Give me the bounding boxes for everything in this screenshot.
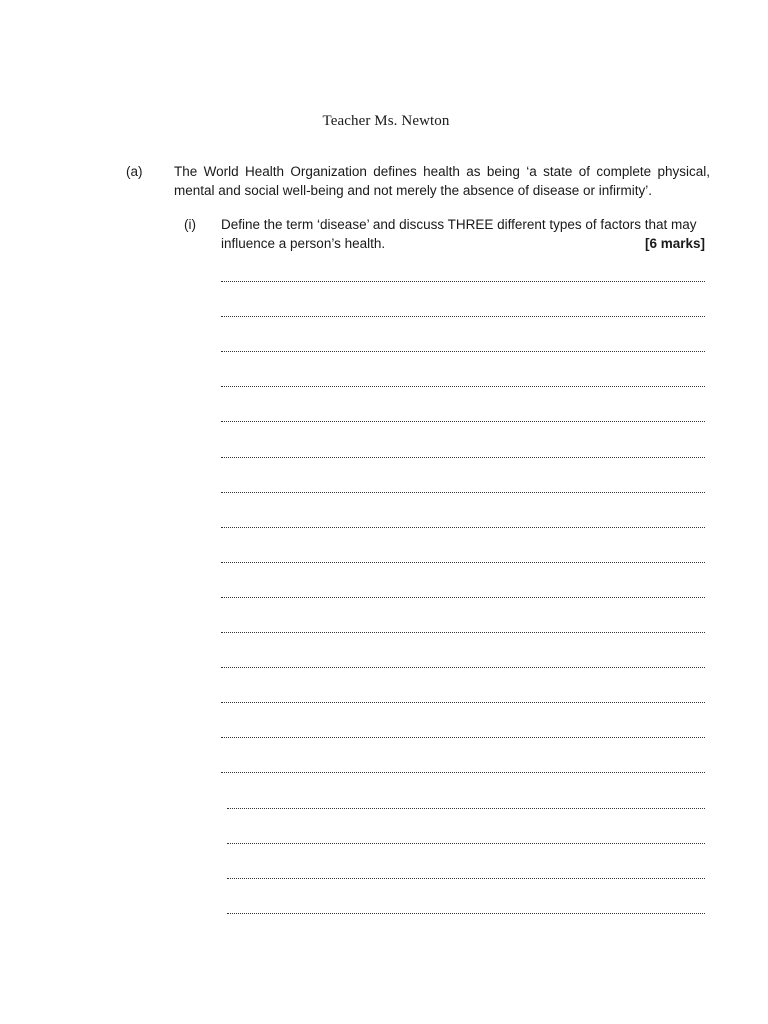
answer-line	[227, 843, 705, 844]
answer-line	[221, 386, 705, 387]
answer-line	[221, 351, 705, 352]
answer-line	[221, 492, 705, 493]
answer-line	[221, 562, 705, 563]
subquestion-text-line2-row	[221, 234, 705, 253]
answer-line	[221, 737, 705, 738]
subquestion-text-line2: influence a person’s health.	[221, 236, 386, 251]
answer-line	[221, 421, 705, 422]
answer-line	[227, 878, 705, 879]
answer-line	[221, 316, 705, 317]
subquestion-label: (i)	[184, 217, 196, 232]
answer-line	[221, 632, 705, 633]
answer-line	[221, 702, 705, 703]
answer-line	[221, 527, 705, 528]
answer-line	[221, 281, 705, 282]
answer-line	[221, 457, 705, 458]
answer-line	[221, 597, 705, 598]
answer-line	[221, 667, 705, 668]
part-label: (a)	[126, 164, 143, 179]
subquestion-text	[221, 215, 705, 253]
subquestion-text-line1: Define the term ‘disease’ and discuss THREE different types of factors that may	[221, 217, 697, 232]
marks-label: [6 marks]	[644, 236, 705, 251]
answer-line	[221, 772, 705, 773]
answer-line	[227, 913, 705, 914]
part-intro-text: The World Health Organization defines health as being ‘a state of complete physical, mental and social well-being and not merely the absence of disease or infirmity’.	[174, 164, 710, 198]
page-title: Teacher Ms. Newton	[322, 113, 450, 129]
answer-line	[227, 808, 705, 809]
